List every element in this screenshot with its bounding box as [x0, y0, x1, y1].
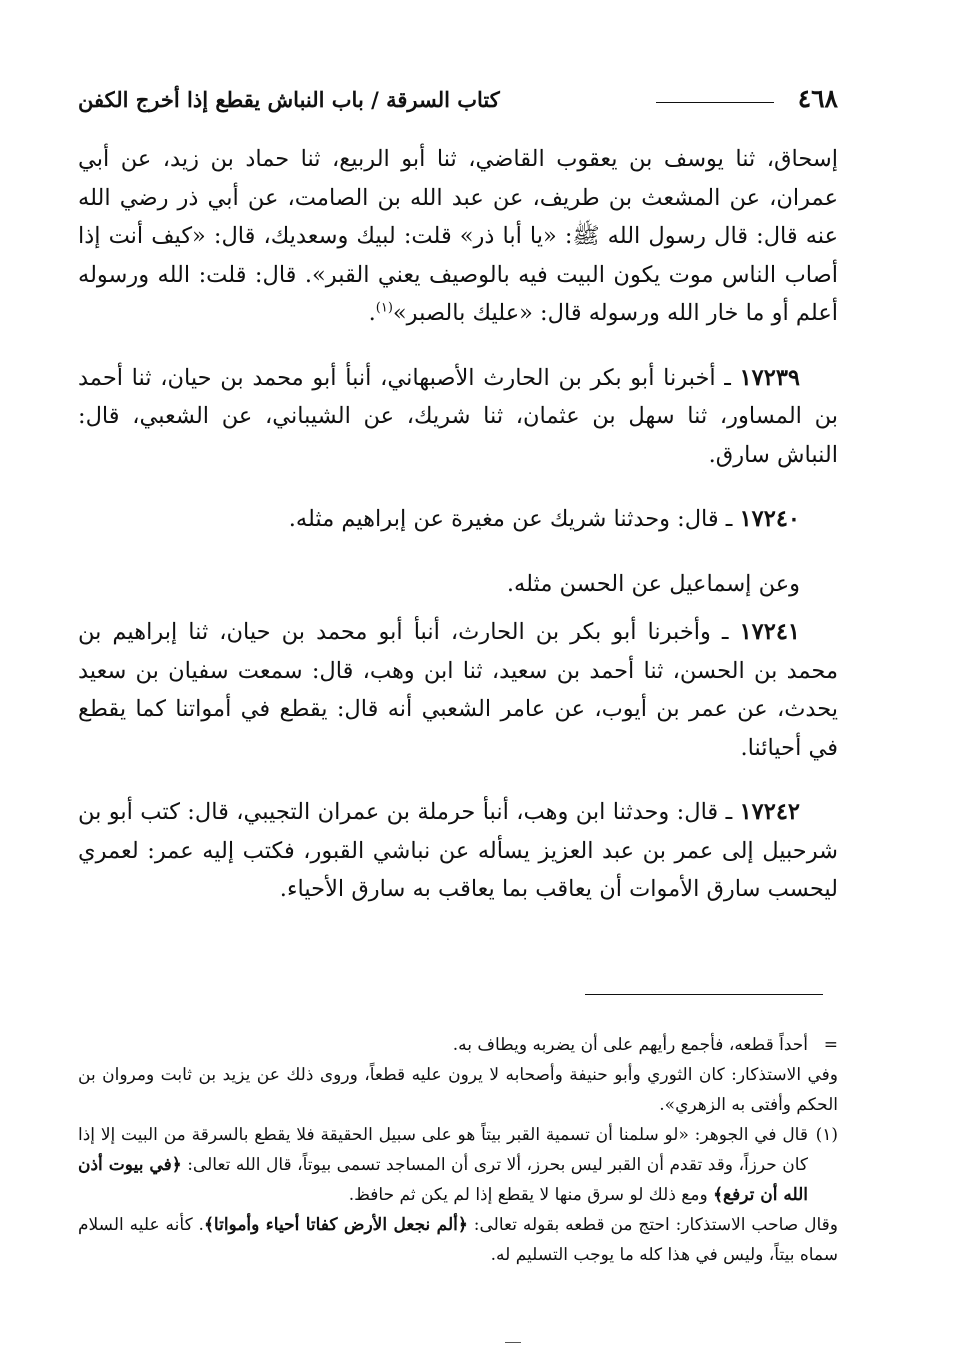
paragraph-continuation	[78, 140, 838, 333]
paragraph-ismail	[78, 565, 838, 604]
footnote-1-continued	[78, 1210, 838, 1270]
paragraph-end: .	[368, 300, 376, 326]
hadith-17239	[78, 359, 838, 475]
footnote-separator	[585, 994, 823, 995]
footnote-1	[78, 1120, 838, 1210]
hadith-17242	[78, 793, 838, 909]
hadith-number: ١٧٢٤٠	[739, 506, 800, 532]
hadith-17241	[78, 613, 838, 767]
running-header	[78, 84, 838, 118]
footnote-text: وفي الاستذكار: كان الثوري وأبو حنيفة وأصحابه لا يرون عليه قطعاً، وروى ذلك عن يزيد بن ثابت ومروان بن الحكم وأفتى به الزهري».	[78, 1065, 838, 1115]
footnote-text: قال في الجوهر: «لو سلمنا أن تسمية القبر بيتاً هو على سبيل الحقيقة فلا يقطع بالسرقة من البيت إلا إذا كان حرزاً، وقد تقدم أن القبر ليس بحرز، ألا ترى أن المساجد تسمى بيوتاً، قال الله تعالى:	[78, 1125, 809, 1175]
hadith-number: ١٧٢٤١	[739, 619, 800, 645]
running-title: كتاب السرقة / باب النباش يقطع إذا أخرج الكفن	[78, 87, 500, 112]
page-number: ٤٦٨	[797, 84, 838, 113]
paragraph-text: وعن إسماعيل عن الحسن مثله.	[506, 570, 800, 597]
hadith-17240	[78, 500, 838, 539]
quranic-verse: ﴿ألم نجعل الأرض كفاتا أحياء وأمواتا﴾	[203, 1215, 468, 1235]
footnote-text: أحداً قطعه، فأجمع رأيهم على أن يضربه ويطاف به.	[452, 1035, 808, 1055]
footnote-text: ومع ذلك لو سرق منها لا يقطع إذا لم يكن ثم حافظ.	[348, 1185, 708, 1205]
footnote-text: . كأنه عليه السلام سماه بيتاً، وليس في هذا كله ما يوجب التسليم له.	[78, 1215, 838, 1265]
bottom-mark	[505, 1342, 521, 1343]
main-text	[78, 140, 838, 909]
hadith-text: ـ قال: وحدثنا ابن وهب، أنبأ حرملة بن عمران التجيبي، قال: كتب أبو بن شرحبيل إلى عمر بن عبد العزيز يسأله عن نباشي القبور، فكتب إليه عمر: لعمري ليحسب سارق الأموات أن يعاقب بما يعاقب به سارق الأحياء.	[78, 799, 838, 902]
hadith-number: ١٧٢٤٢	[739, 799, 800, 825]
quranic-verse: ﴿في بيوت أذن الله أن ترفع﴾	[78, 1155, 808, 1205]
header-rule	[656, 102, 774, 103]
hadith-text: ـ قال: وحدثنا شريك عن مغيرة عن إبراهيم مثله.	[288, 506, 740, 532]
footnote-ref: (١)	[375, 300, 393, 316]
continuation-marker: =	[823, 1035, 838, 1055]
hadith-text: ـ أخبرنا أبو بكر بن الحارث الأصبهاني، أنبأ أبو محمد بن حيان، ثنا أحمد بن المساور، ثنا سهل بن عثمان، ثنا شريك، عن الشيباني، عن الشعبي، قال: النباش سارق.	[78, 364, 838, 468]
hadith-text: ـ وأخبرنا أبو بكر بن الحارث، أنبأ أبو محمد بن حيان، ثنا إبراهيم بن محمد بن الحسن، ثنا أحمد بن سعيد، ثنا ابن وهب، قال: سمعت سفيان بن سعيد يحدث، عن عمر بن أيوب، عن عامر الشعبي أنه قال: يقطع في أمواتنا كما يقطع في أحيائنا.	[78, 619, 838, 761]
footnote-text-block	[78, 1060, 838, 1120]
paragraph-text: إسحاق، ثنا يوسف بن يعقوب القاضي، ثنا أبو الربيع، ثنا حماد بن زيد، عن أبي عمران، عن المشعث بن طريف، عن عبد الله بن الصامت، عن أبي ذر رضي الله عنه قال: قال رسول الله ﷺ: «يا أبا ذر» قلت: لبيك وسعديك، قال: «كيف أنت إذا أصاب الناس موت يكون البيت فيه بالوصيف يعني القبر». قال: قلت: الله ورسوله أعلم أو ما خار الله ورسوله قال: «عليك بالصبر»	[78, 146, 838, 326]
footnotes	[78, 1030, 838, 1270]
footnote-number: (١)	[815, 1125, 838, 1145]
footnote-continuation	[78, 1030, 838, 1060]
footnote-text: وقال صاحب الاستذكار: احتج من قطعه بقوله تعالى:	[473, 1215, 839, 1235]
hadith-number: ١٧٢٣٩	[739, 364, 800, 391]
